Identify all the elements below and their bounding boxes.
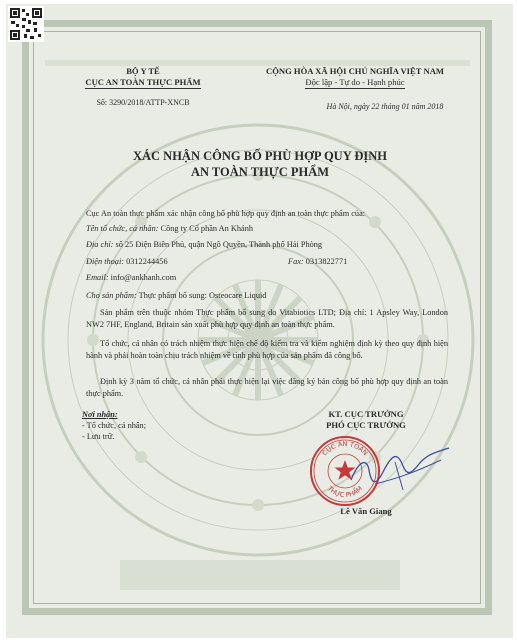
address-row [86, 239, 322, 250]
seal-text-top: CỤC AN TOÀN [320, 439, 370, 458]
fax-value: 0313822771 [305, 257, 348, 266]
issue-date: Hà Nội, ngày 22 tháng 01 năm 2018 [326, 102, 444, 111]
recipient-item: - Tổ chức, cá nhân; [82, 421, 147, 430]
fax-row [288, 256, 347, 267]
email-label: Email: [86, 273, 109, 282]
recipients-block [82, 409, 146, 442]
intro-text: Cục An toàn thực phẩm xác nhận công bố phù hợp quy định an toàn thực phẩm của: [86, 209, 366, 218]
fax-label: Fax: [288, 257, 304, 266]
signer-role-line2: PHÓ CỤC TRƯỞNG [326, 420, 406, 430]
organization-value: Công ty Cổ phần An Khánh [160, 224, 253, 233]
email-row [86, 272, 176, 283]
phone-row [86, 256, 168, 267]
document-title-line2: AN TOÀN THỰC PHẨM [190, 165, 330, 179]
phone-label: Điện thoại: [86, 257, 125, 266]
document-title-line1: XÁC NHẬN CÔNG BỐ PHÙ HỢP QUY ĐỊNH [132, 149, 388, 163]
signer-role-line1: KT. CỤC TRƯỞNG [328, 409, 404, 419]
handwritten-signature-icon [345, 440, 455, 500]
department-name-text: CỤC AN TOÀN THỰC PHẨM [85, 77, 201, 87]
recipient-item: - Lưu trữ. [82, 432, 115, 441]
national-motto-text: Độc lập - Tự do - Hạnh phúc [305, 77, 405, 87]
email-value: info@ankhanh.com [110, 273, 177, 282]
nation-name: CỘNG HÒA XÃ HỘI CHỦ NGHĨA VIỆT NAM [265, 66, 445, 76]
department-name [68, 77, 218, 88]
address-value: số 25 Điện Biên Phủ, quận Ngô Quyền, Thành phố Hải Phòng [115, 240, 323, 249]
ministry-name: BỘ Y TẾ [126, 66, 160, 76]
address-label: Địa chỉ: [86, 240, 114, 249]
seal-text-bottom: THỰC PHẨM [325, 484, 365, 500]
organization-row [86, 223, 253, 234]
organization-label: Tên tổ chức, cá nhân: [86, 224, 159, 233]
phone-value: 0312244456 [126, 257, 168, 266]
responsibility-paragraph: Tổ chức, cá nhân có trách nhiệm thực hiện chế độ kiểm tra và kiểm nghiệm định kỳ theo quy định hiện hành và phải hoàn toàn chịu trách nhiệm về tính phù hợp của sản phẩm đã công bố. [86, 339, 448, 360]
national-motto [240, 77, 470, 88]
qr-code-icon [8, 6, 44, 42]
document-number: Số: 3290/2018/ATTP-XNCB [96, 98, 190, 107]
recipients-heading: Nơi nhận: [82, 410, 118, 419]
renewal-paragraph: Định kỳ 3 năm tổ chức, cá nhân phải thực hiện lại việc đăng ký bản công bố phù hợp quy định an toàn thực phẩm. [86, 377, 448, 398]
signer-name: Lê Văn Giang [340, 506, 392, 516]
product-value: Thực phẩm bổ sung: Osteocare Liquid [138, 291, 267, 300]
product-label: Cho sản phẩm: [86, 291, 137, 300]
manufacturer-paragraph: Sản phẩm trên thuộc nhóm Thực phẩm bổ sung do Vitabiotics LTD; Địa chỉ: 1 Apsley Way, London NW2 7HF, England, Britain sản xuất phù hợp quy định an toàn thực phẩm. [86, 308, 448, 329]
product-row [86, 290, 266, 301]
